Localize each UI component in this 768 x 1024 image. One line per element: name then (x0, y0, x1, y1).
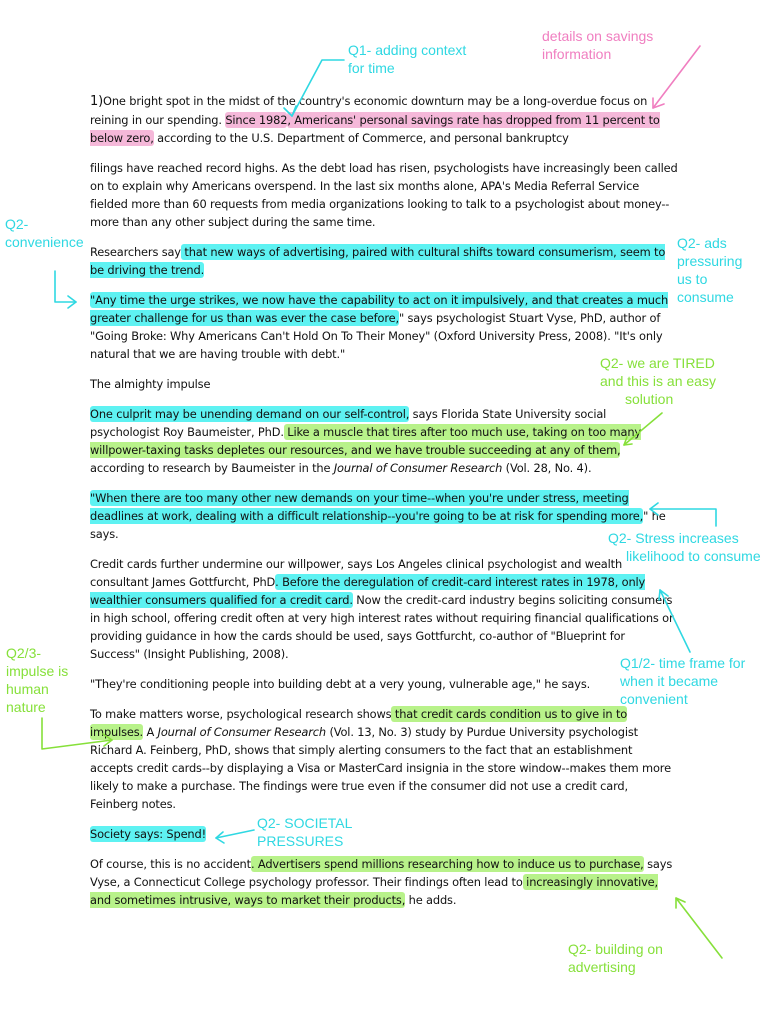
annotation-line: us to (677, 271, 708, 287)
annotation-line: PRESSURES (257, 833, 344, 849)
text: according to research by Baumeister in the (90, 461, 334, 475)
text: says Vyse, a Connecticut College psychology professor. Their findings often lead to (90, 857, 673, 889)
text: To make matters worse, psychological research shows (90, 707, 392, 721)
journal-title: Journal of Consumer Research (333, 461, 503, 475)
annotation-line: convenient (620, 691, 688, 707)
arrow-savings (653, 46, 700, 108)
highlight-cyan: "Any time the urge strikes, we now have the capability to act on it impulsively, and that creates a much greater challenge for us than was ever the case before, (90, 293, 669, 325)
highlight-cyan: that new ways of advertising, paired with cultural shifts toward consumerism, seem to be driving the trend. (90, 245, 666, 277)
annotation-line: Q2- SOCIETAL (257, 815, 353, 831)
annotation-line: likelihood to consume (626, 548, 761, 564)
highlight-green: impulses. (90, 725, 144, 739)
text: according to the U.S. Department of Commerce, and personal bankruptcy (153, 131, 569, 145)
text: Of course, this is no accident (90, 857, 251, 871)
annotation-line: Q2/3- (6, 645, 42, 661)
highlight-green: Like a muscle that tires after too much use, taking on too many willpower-taxing tasks depletes our resources, and we have trouble succeeding at any of them, (90, 425, 641, 457)
text: (Vol. 13, No. 3) study by Purdue University psychologist Richard A. Feinberg, PhD, shows that simply alerting consumers to the fact that an establishment accepts credit cards--by displaying a Visa or MasterCard insignia in the store window--makes them more likely to make a purchase. The findings were true even if the consumer did not use a credit card, Feinberg notes. (90, 725, 671, 811)
arrow-q12-timeframe (660, 590, 690, 652)
annotation-line: nature (6, 699, 46, 715)
handwritten-number: 1) (90, 94, 104, 109)
journal-title: Journal of Consumer Research (157, 725, 326, 739)
text: Credit cards further undermine our willpower, says Los Angeles clinical psychologist and wealth consultant James Gottfurcht, PhD (90, 557, 623, 589)
highlight-cyan: Society says: Spend! (90, 827, 206, 841)
annotation-line: human (6, 681, 49, 697)
arrowhead (284, 106, 296, 116)
paragraph-2: filings have reached record highs. As the debt load has risen, psychologists have increasingly been called on to explain why Americans overspend. In the last six months alone, APA's Media Referral Service fielded more than 60 requests from media organizations looking to talk to a psychologist about money--more than any other subject during the same time. (90, 161, 678, 229)
annotation-line: convenience (5, 234, 84, 250)
arrow-q23-impulse (42, 718, 112, 749)
arrow-q2-stress (650, 509, 716, 526)
annotation-line: pressuring (677, 253, 743, 269)
annotation-line: Q2- building on (568, 941, 663, 957)
text: One bright spot in the midst of the country's economic downturn may be a long-overdue focus on reining in our spending. (90, 94, 648, 127)
text: Now the credit-card industry begins soliciting consumers in high school, offering credit often at very high interest rates without requiring financial qualifications or providing guidance in how the cards should be used, says Gottfurcht, co-author of "Blueprint for Success" (Insight Publishing, 2008). (90, 593, 674, 661)
text: " he says. (90, 509, 666, 541)
paragraph-8: "They're conditioning people into building debt at a very young, vulnerable age," he says. (90, 677, 591, 691)
annotation-line: for time (348, 60, 395, 76)
annotation-line: advertising (568, 959, 636, 975)
highlight-pink: , Americans' personal savings rate has dropped from 11 percent to below zero, (90, 113, 660, 145)
annotation-line: Q2- (5, 216, 29, 232)
text: " says psychologist Stuart Vyse, PhD, author of "Going Broke: Why Americans Can't Hold On To Their Money" (Oxford University Press, 2008). "It's only natural that we are having trouble with debt." (90, 311, 663, 361)
highlight-green: increasingly innovative, and sometimes intrusive, ways to market their products, (90, 875, 659, 907)
text: Researchers say (90, 245, 181, 259)
highlight-green: that credit cards condition us to give in to (391, 707, 628, 721)
text: (Vol. 28, No. 4). (502, 461, 592, 475)
annotation-line: Q2- we are TIRED (600, 355, 715, 371)
annotation-line: Q1/2- time frame for (620, 655, 746, 671)
annotation-line: impulse is (6, 663, 69, 679)
arrow-q1-time (292, 60, 344, 116)
annotation-line: solution (625, 391, 674, 407)
text: A (143, 725, 158, 739)
highlight-cyan: . Before the deregulation of credit-card interest rates in 1978, only wealthier consumers qualified for a credit card. (90, 575, 646, 607)
section-heading: The almighty impulse (90, 377, 211, 391)
annotation-line: and this is an easy (600, 373, 716, 389)
annotation-line: Q2- Stress increases (608, 530, 739, 546)
annotation-line: Q1- adding context (348, 42, 467, 58)
arrow-q2-tired (624, 413, 662, 445)
highlight-pink: Since 1982 (225, 113, 288, 127)
annotation-line: when it became (620, 673, 719, 689)
annotation-line: consume (677, 289, 734, 305)
arrow-q2-building (676, 898, 722, 958)
annotation-line: Q2- ads (677, 235, 727, 251)
arrow-q2-convenience (55, 271, 76, 302)
annotation-line: information (542, 46, 612, 62)
annotation-line: details on savings (542, 28, 654, 44)
text: says Florida State University social psychologist Roy Baumeister, PhD. (90, 407, 607, 439)
highlight-cyan: One culprit may be unending demand on our self-control, (90, 407, 410, 421)
highlight-cyan: "When there are too many other new demands on your time--when you're under stress, meeting deadlines at work, dealing with a difficult relationship--you're going to be at risk for spending more, (90, 491, 644, 523)
text: he adds. (405, 893, 457, 907)
highlight-green: . Advertisers spend millions researching how to induce us to purchase, (250, 857, 644, 871)
